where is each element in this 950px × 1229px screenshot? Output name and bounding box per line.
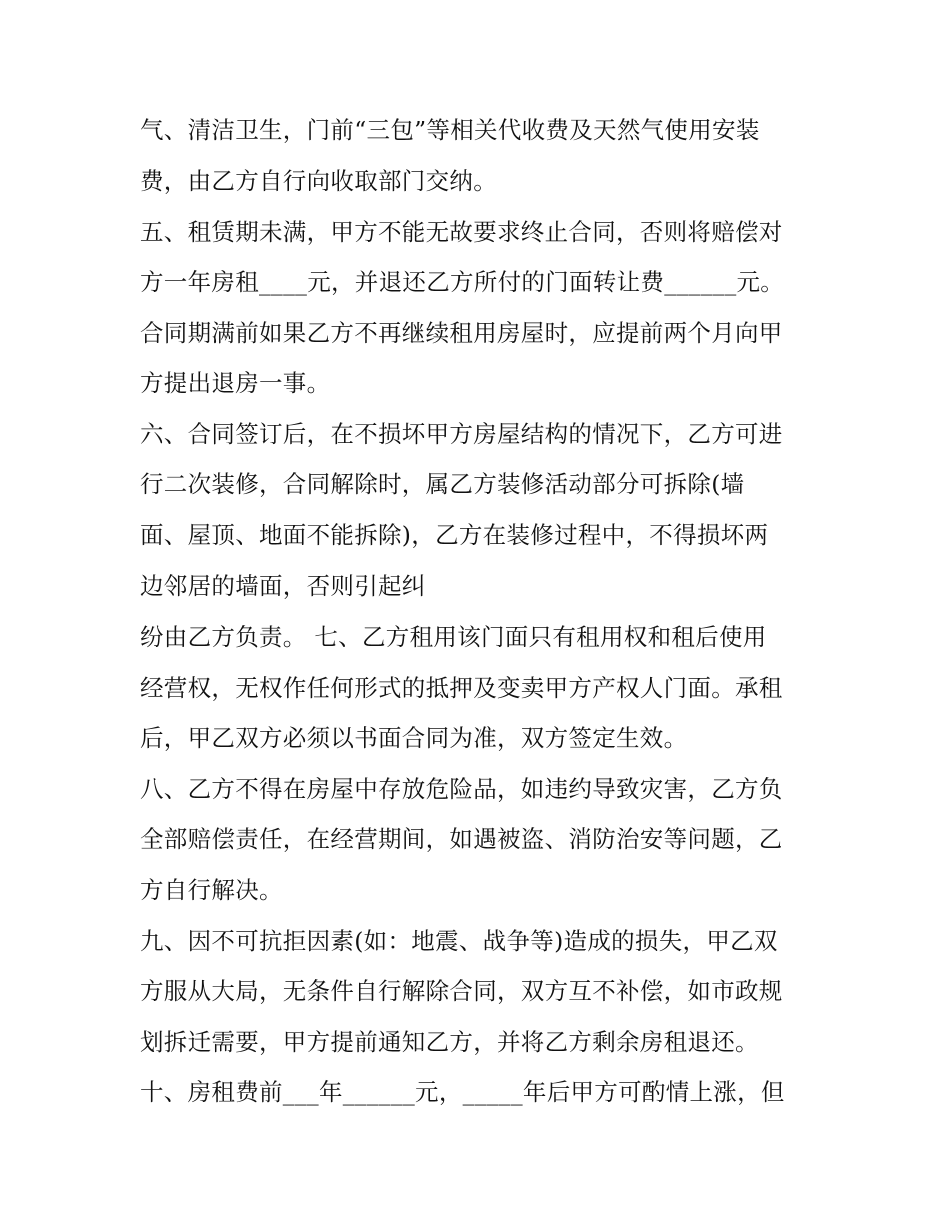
text-line: 九、因不可抗拒因素(如：地震、战争等)造成的损失，甲乙双 [140,927,778,955]
text-line: 划拆迁需要，甲方提前通知乙方，并将乙方剩余房租退还。 [140,1028,759,1056]
text-line: 费，由乙方自行向收取部门交纳。 [140,167,497,195]
text-line: 合同期满前如果乙方不再继续租用房屋时，应提前两个月向甲 [140,319,783,347]
text-line: 边邻居的墙面，否则引起纠 [140,572,426,600]
text-line: 后，甲乙双方必须以书面合同为准，双方签定生效。 [140,724,688,752]
text-line: 经营权，无权作任何形式的抵押及变卖甲方产权人门面。承租 [140,674,783,702]
text-line: 方自行解决。 [140,876,283,904]
text-line: 六、合同签订后，在不损坏甲方房屋结构的情况下，乙方可进 [140,420,783,448]
text-line: 十、房租费前___年______元，_____年后甲方可酌情上涨，但 [140,1078,785,1106]
text-line: 方一年房租____元，并退还乙方所付的门面转让费______元。 [140,268,785,296]
text-line: 五、租赁期未满，甲方不能无故要求终止合同，否则将赔偿对 [140,218,783,246]
text-line: 方提出退房一事。 [140,369,331,397]
text-line: 行二次装修，合同解除时，属乙方装修活动部分可拆除(墙 [140,470,745,498]
text-line: 全部赔偿责任，在经营期间，如遇被盗、消防治安等问题，乙 [140,825,783,853]
text-line: 面、屋顶、地面不能拆除)，乙方在装修过程中，不得损坏两 [140,521,769,549]
text-line: 方服从大局，无条件自行解除合同，双方互不补偿，如市政规 [140,977,783,1005]
text-line: 八、乙方不得在房屋中存放危险品，如违约导致灾害，乙方负 [140,775,783,803]
text-line: 纷由乙方负责。 七、乙方租用该门面只有租用权和租后使用 [140,623,767,651]
text-line: 气、清洁卫生，门前“三包”等相关代收费及天然气使用安装 [140,116,760,144]
